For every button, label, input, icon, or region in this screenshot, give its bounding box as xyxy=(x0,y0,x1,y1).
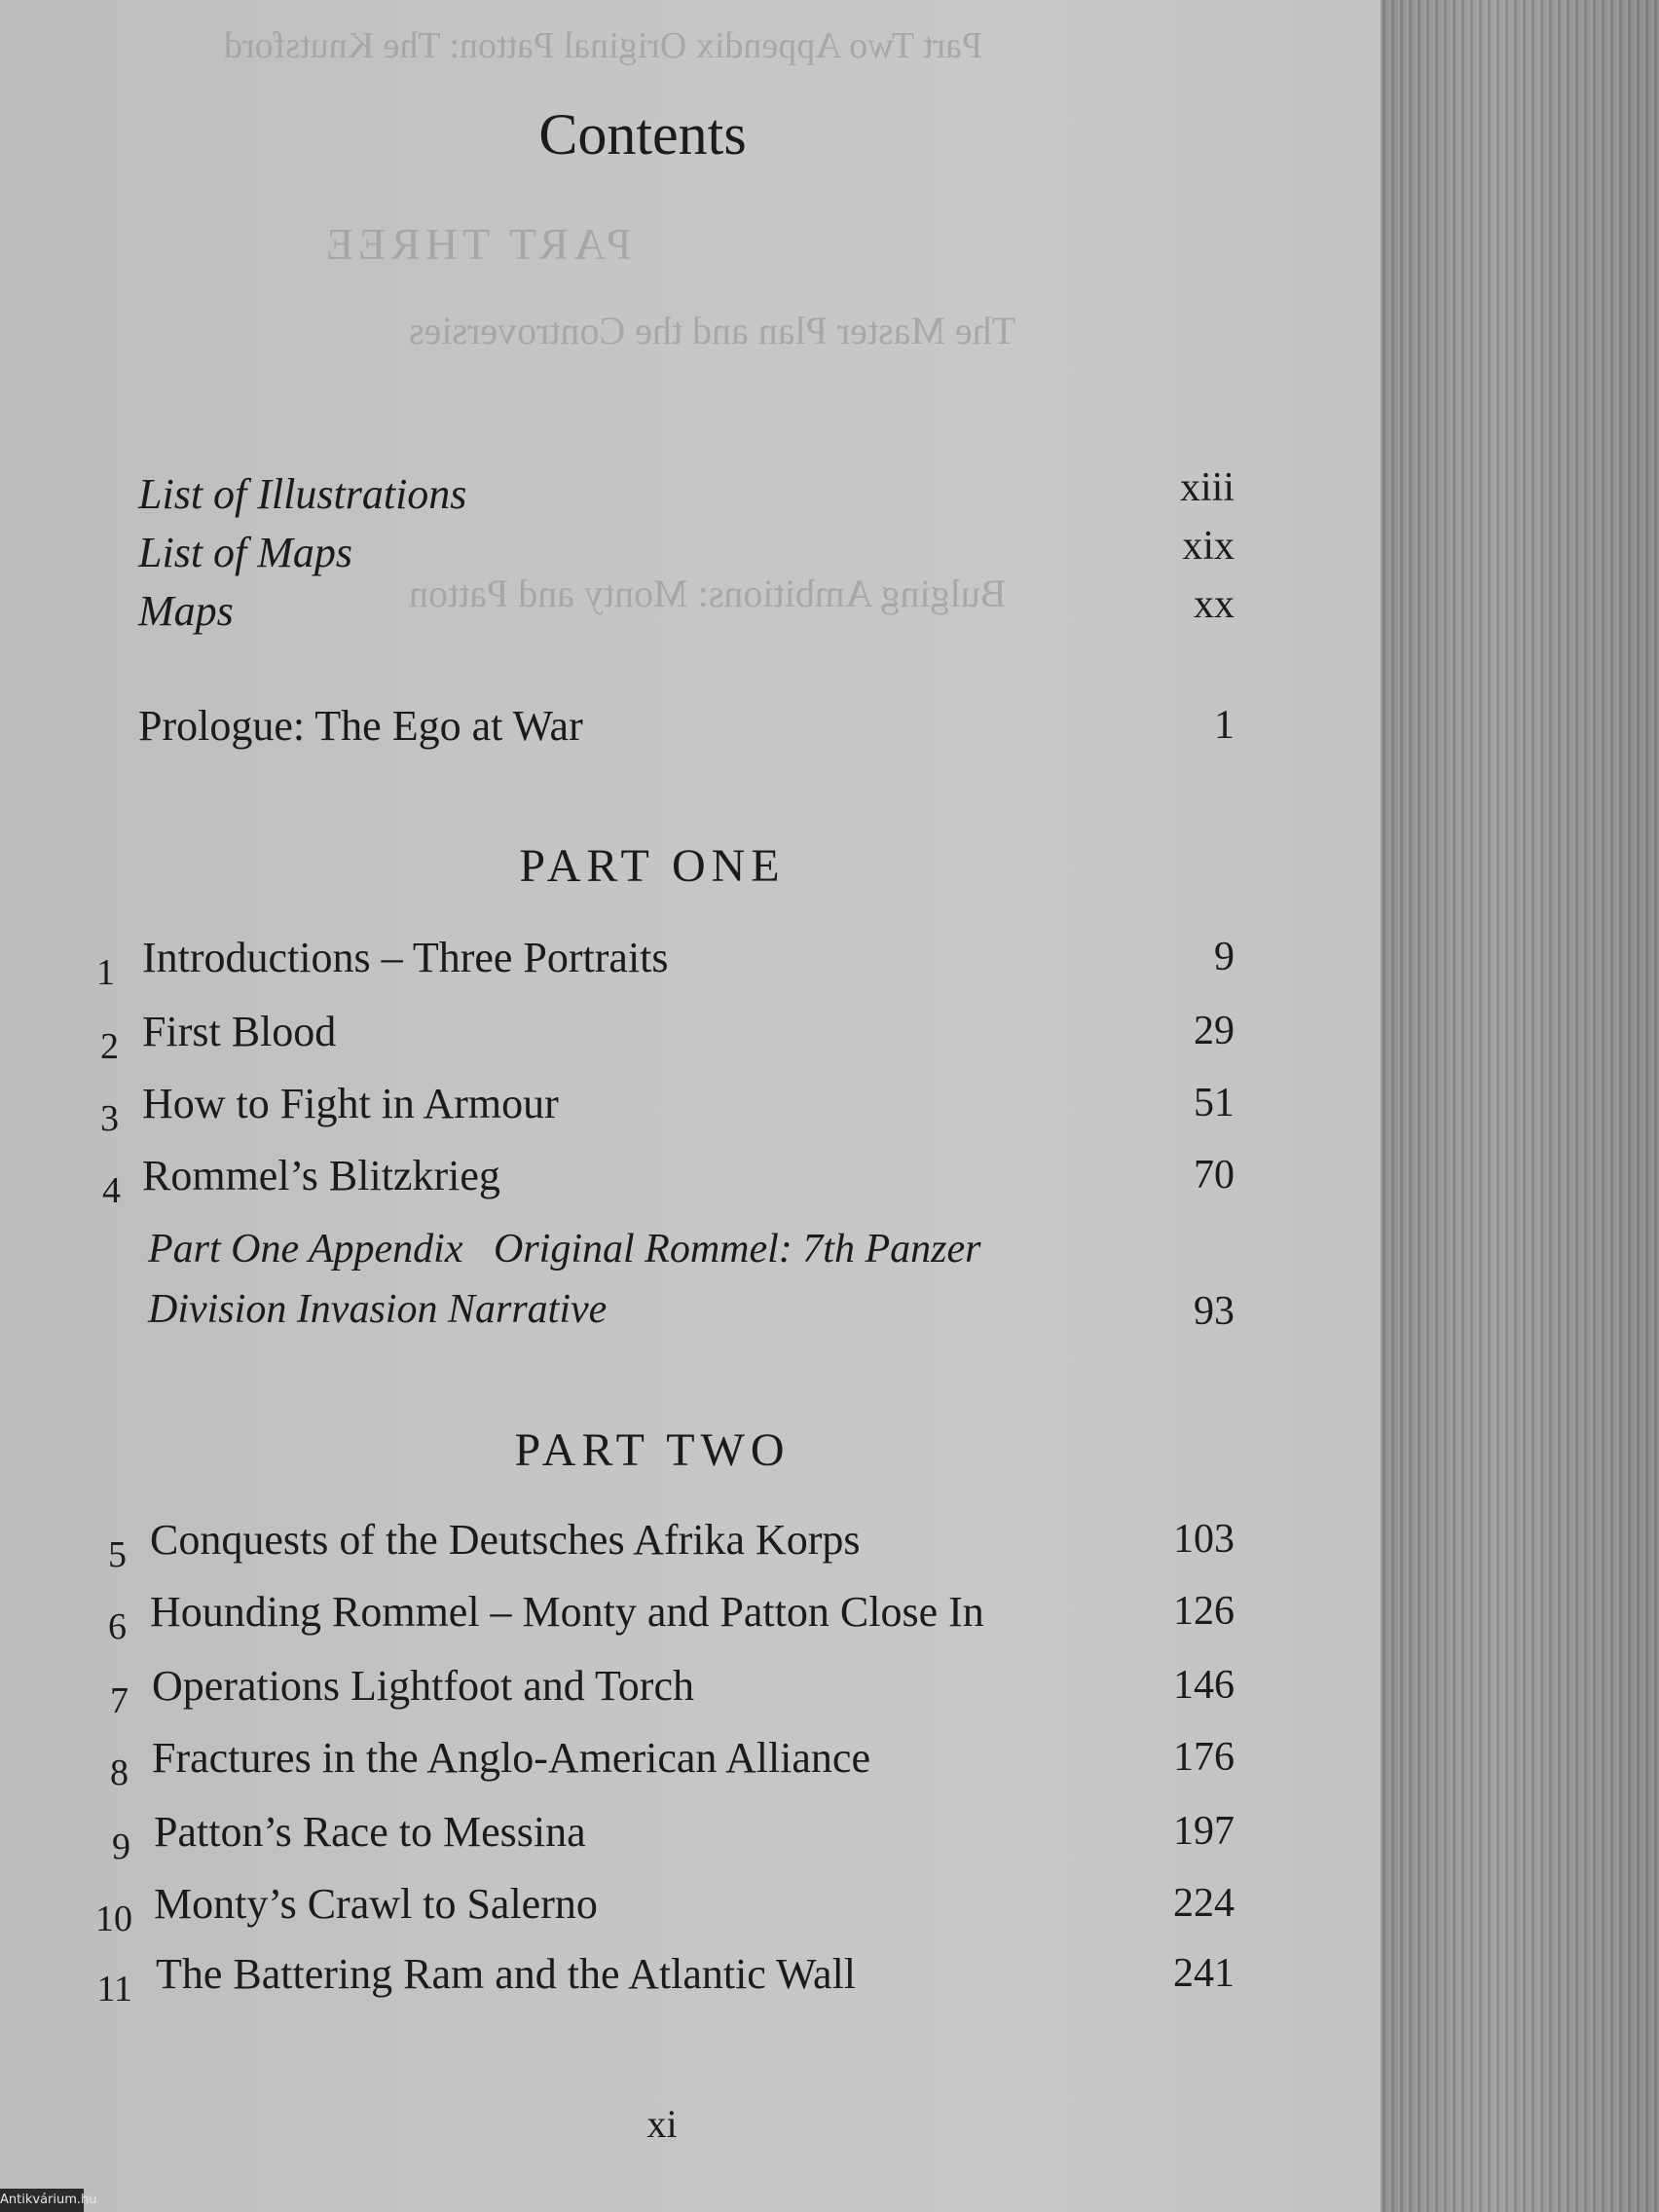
toc-entry-title: Maps xyxy=(138,587,234,635)
chapter-title: Conquests of the Deutsches Afrika Korps xyxy=(150,1516,861,1564)
chapter-title: The Battering Ram and the Atlantic Wall xyxy=(156,1950,857,1998)
chapter-title: Introductions – Three Portraits xyxy=(142,934,669,981)
chapter-number: 2 xyxy=(100,1026,119,1067)
show-through-text: PART THREE xyxy=(321,219,632,269)
chapter-number: 4 xyxy=(102,1170,121,1211)
page-title: Contents xyxy=(538,102,747,166)
chapter-title: Rommel’s Blitzkrieg xyxy=(142,1152,500,1199)
watermark-label: Antikvárium.hu xyxy=(0,2189,84,2212)
toc-entry-title: List of Illustrations xyxy=(138,470,467,518)
part-heading: PART ONE xyxy=(519,840,786,892)
chapter-number: 7 xyxy=(110,1680,129,1721)
chapter-number: 11 xyxy=(96,1969,132,2009)
chapter-title: Fractures in the Anglo-American Alliance xyxy=(152,1734,870,1782)
chapter-page: 197 xyxy=(1173,1809,1235,1854)
appendix-title: Part One Appendix Original Rommel: 7th Panzer xyxy=(148,1227,981,1272)
toc-entry-title: List of Maps xyxy=(138,529,353,576)
chapter-title: How to Fight in Armour xyxy=(142,1080,559,1127)
toc-entry-page: xx xyxy=(1194,582,1235,627)
chapter-title: Hounding Rommel – Monty and Patton Close In xyxy=(150,1588,984,1636)
chapter-page: 70 xyxy=(1194,1153,1235,1198)
appendix-title-continued: Division Invasion Narrative xyxy=(148,1287,608,1332)
chapter-number: 5 xyxy=(108,1534,127,1575)
show-through-text: The Master Plan and the Controversies xyxy=(409,309,1016,352)
toc-entry-page: xix xyxy=(1182,524,1235,569)
appendix-page: 93 xyxy=(1194,1289,1235,1334)
chapter-number: 1 xyxy=(96,952,115,993)
show-through-text: Bulging Ambitions: Monty and Patton xyxy=(409,571,1007,615)
chapter-title: Patton’s Race to Messina xyxy=(154,1808,586,1856)
chapter-page: 176 xyxy=(1173,1735,1235,1780)
chapter-page: 103 xyxy=(1173,1517,1235,1562)
page-edges xyxy=(1381,0,1659,2212)
chapter-page: 9 xyxy=(1214,935,1235,979)
chapter-page: 51 xyxy=(1194,1081,1235,1125)
toc-entry-page: xiii xyxy=(1179,465,1235,510)
chapter-page: 146 xyxy=(1173,1663,1235,1708)
chapter-page: 126 xyxy=(1173,1589,1235,1634)
chapter-title: Monty’s Crawl to Salerno xyxy=(154,1880,598,1928)
chapter-number: 3 xyxy=(100,1098,119,1139)
show-through-text: Part Two Appendix Original Patton: The Knutsford xyxy=(224,25,983,66)
chapter-page: 29 xyxy=(1194,1009,1235,1053)
chapter-number: 9 xyxy=(112,1826,130,1867)
chapter-title: Operations Lightfoot and Torch xyxy=(152,1662,694,1710)
page-number: xi xyxy=(646,2102,678,2146)
chapter-page: 224 xyxy=(1173,1881,1235,1926)
chapter-number: 10 xyxy=(95,1899,132,1939)
chapter-title: First Blood xyxy=(142,1008,337,1055)
chapter-number: 8 xyxy=(110,1752,129,1793)
chapter-number: 6 xyxy=(108,1606,127,1647)
part-heading: PART TWO xyxy=(514,1424,791,1476)
prologue-title: Prologue: The Ego at War xyxy=(138,702,583,750)
prologue-page: 1 xyxy=(1214,703,1235,748)
chapter-page: 241 xyxy=(1173,1951,1235,1996)
